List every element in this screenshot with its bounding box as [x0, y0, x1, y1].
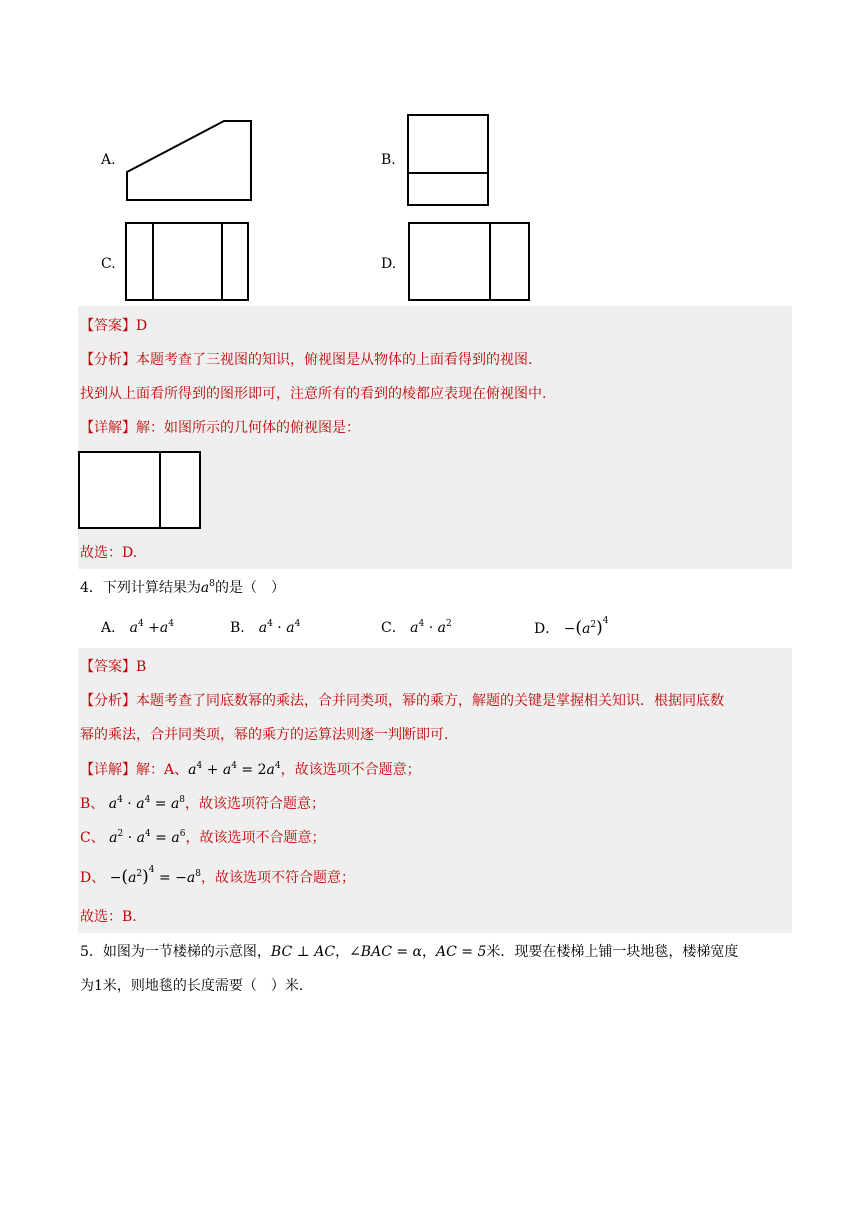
q4-analysis-line: 【分析】本题考查了同底数幂的乘法，合并同类项，幂的乘方，解题的关键是掌握相关知识．根据同底数: [80, 693, 724, 709]
q4-answer-line: 【答案】B: [80, 659, 147, 675]
q4-option-c: C． $a^4 \cdot a^2$: [381, 619, 452, 636]
q4-conclusion: 故选：B.: [80, 909, 137, 925]
q4-analysis-line-2: 幂的乘法，合并同类项，幂的乘方的运算法则逐一判断即可.: [80, 727, 449, 743]
q4-detail-b: B、 $a^4 \cdot a^4 = a^8$，故该选项符合题意；: [80, 795, 326, 812]
q4-option-d: D． $-(a^2)^4$: [534, 616, 609, 638]
q4-detail-a: 【详解】解：A、$a^4 + a^4 = 2a^4$，故该选项不合题意；: [80, 761, 421, 778]
q3-top-view-figure: [78, 451, 202, 530]
q3-analysis-line-2: 找到从上面看所得到的图形即可，注意所有的看到的棱都应表现在俯视图中.: [80, 386, 547, 402]
q3-analysis-line: 【分析】本题考查了三视图的知识，俯视图是从物体的上面看得到的视图.: [80, 352, 533, 368]
q3-conclusion: 故选：D.: [80, 545, 138, 561]
option-d-label: D.: [381, 256, 397, 272]
option-b-figure: [407, 114, 490, 206]
q4-option-a: A． $a^4 +a^4$: [101, 619, 174, 636]
q4-detail-d: D、 $-(a^2)^4 = -a^8$，故该选项不符合题意；: [80, 865, 355, 887]
option-c-label: C.: [101, 256, 116, 272]
q3-detail-line: 【详解】解：如图所示的几何体的俯视图是：: [80, 420, 360, 436]
option-c-figure: [125, 222, 250, 302]
option-d-figure: [408, 222, 531, 302]
q5-stem-line-1: 5．如图为一节楼梯的示意图，BC ⊥ AC，∠BAC = α，AC = 5米．现要在楼梯上铺一块地毯，楼梯宽度: [80, 944, 739, 960]
q4-detail-c: C、 $a^2 \cdot a^4 = a^6$，故该选项不合题意；: [80, 829, 326, 846]
option-a-figure: [126, 120, 254, 202]
q4-stem: 4．下列计算结果为$a^8$的是（ ）: [80, 579, 286, 596]
option-b-label: B.: [381, 152, 396, 168]
q3-answer-line: 【答案】D: [80, 318, 148, 334]
q5-stem-line-2: 为1米，则地毯的长度需要（ ）米.: [80, 978, 304, 994]
q4-option-b: B． $a^4 \cdot a^4$: [230, 619, 301, 636]
option-a-label: A.: [101, 152, 116, 168]
